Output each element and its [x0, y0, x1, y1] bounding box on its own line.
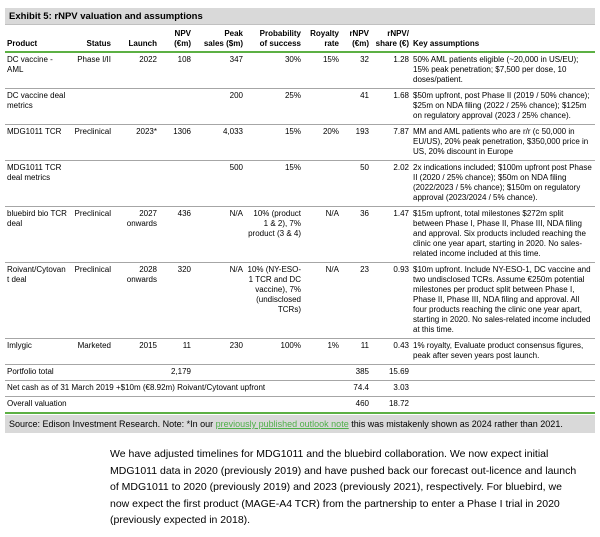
- table-row-net-cash: [5, 381, 595, 397]
- col-key-assumptions: Key assumptions: [411, 28, 595, 52]
- overall-valuation-rnpv: 460: [341, 397, 371, 414]
- col-launch: Launch: [113, 28, 159, 52]
- body-paragraph: We have adjusted timelines for MDG1011 and the bluebird collaboration. We now expect initial MDG1011 data in 2020 (previously 2019) and have pushed back our forecast out-licence and launch of MDG1011 to 2020 (previously 2019) and 2023 (previously 2021), respectively. For bluebird, we now expect the first product (MAGE-A4 TCR) from the partnership to enter a Phase I trial in 2020 (previously expected in 2018).: [110, 448, 577, 527]
- cell-royalty: N/A: [303, 263, 341, 339]
- cell-peak: 500: [193, 161, 245, 207]
- cell-key: 2x indications included; $100m upfront post Phase II (2020 / 25% chance); $50m on NDA filing (2022/2023 / 5% chance); $150m on regulatory approval (2023/2024 / 5% chance).: [411, 161, 595, 207]
- col-rnpv: rNPV (€m): [341, 28, 371, 52]
- col-royalty: Royalty rate: [303, 28, 341, 52]
- table-row-overall-valuation: [5, 397, 595, 414]
- cell-npv: [159, 89, 193, 125]
- cell-rnpv: 32: [341, 52, 371, 89]
- cell-product: DC vaccine - AML: [5, 52, 69, 89]
- col-peak-sales: Peak sales ($m): [193, 28, 245, 52]
- table-row-imlygic: [5, 339, 595, 365]
- overall-valuation-label: Overall valuation: [5, 397, 303, 414]
- table-row-dc-vaccine-aml: [5, 52, 595, 89]
- exhibit-title: Exhibit 5: rNPV valuation and assumptions: [5, 8, 595, 25]
- cell-npv: 108: [159, 52, 193, 89]
- cell-rnpv: 41: [341, 89, 371, 125]
- cell-prob: 30%: [245, 52, 303, 89]
- cell-prob: 15%: [245, 125, 303, 161]
- cell-royalty: 20%: [303, 125, 341, 161]
- cell-share: 0.43: [371, 339, 411, 365]
- cell-npv: 11: [159, 339, 193, 365]
- source-note-suffix: this was mistakenly shown as 2024 rather than 2021.: [348, 419, 563, 429]
- cell-status: Preclinical: [69, 263, 113, 339]
- cell-share: 7.87: [371, 125, 411, 161]
- overall-valuation-share: 18.72: [371, 397, 411, 414]
- cell-royalty: [303, 89, 341, 125]
- portfolio-total-label: Portfolio total: [5, 365, 159, 381]
- col-probability: Probability of success: [245, 28, 303, 52]
- table-row-dc-vaccine-deal: [5, 89, 595, 125]
- cell-launch: 2028 onwards: [113, 263, 159, 339]
- portfolio-total-rnpv: 385: [341, 365, 371, 381]
- cell-launch: 2027 onwards: [113, 207, 159, 263]
- cell-status: [69, 89, 113, 125]
- cell-rnpv: 36: [341, 207, 371, 263]
- cell-share: 2.02: [371, 161, 411, 207]
- cell-peak: 347: [193, 52, 245, 89]
- source-note-prefix: Source: Edison Investment Research. Note: *In our: [9, 419, 216, 429]
- cell-npv: [159, 161, 193, 207]
- cell-prob: 25%: [245, 89, 303, 125]
- cell-peak: N/A: [193, 263, 245, 339]
- table-row-roivant: [5, 263, 595, 339]
- col-product: Product: [5, 28, 69, 52]
- cell-peak: 4,033: [193, 125, 245, 161]
- cell-share: 0.93: [371, 263, 411, 339]
- cell-status: [69, 161, 113, 207]
- table-row-mdg1011-tcr: [5, 125, 595, 161]
- table-row-bluebird: [5, 207, 595, 263]
- cell-royalty: N/A: [303, 207, 341, 263]
- outlook-note-link[interactable]: previously published outlook note: [215, 419, 349, 429]
- cell-royalty: [303, 161, 341, 207]
- col-status: Status: [69, 28, 113, 52]
- cell-launch: [113, 161, 159, 207]
- cell-product: Roivant/Cytovant deal: [5, 263, 69, 339]
- net-cash-rnpv: 74.4: [341, 381, 371, 397]
- cell-status: Phase I/II: [69, 52, 113, 89]
- cell-share: 1.28: [371, 52, 411, 89]
- cell-royalty: 1%: [303, 339, 341, 365]
- cell-launch: 2015: [113, 339, 159, 365]
- cell-key: 50% AML patients eligible (~20,000 in US/EU); 15% peak penetration; $7,500 per dose, 10 doses/patient.: [411, 52, 595, 89]
- cell-share: 1.47: [371, 207, 411, 263]
- cell-share: 1.68: [371, 89, 411, 125]
- cell-key: MM and AML patients who are r/r (c 50,000 in EU/US), 20% peak penetration, $350,000 price in US, 20% discount in Europe: [411, 125, 595, 161]
- table-header: [5, 28, 595, 52]
- cell-key: 1% royalty, Evaluate product consensus figures, peak after seven years post launch.: [411, 339, 595, 365]
- cell-rnpv: 50: [341, 161, 371, 207]
- portfolio-total-npv: 2,179: [159, 365, 193, 381]
- table-row-portfolio-total: [5, 365, 595, 381]
- cell-key: $15m upfront, total milestones $272m split between Phase I, Phase II, Phase III, NDA filing and approval. Six products included reaching the clinic one year apart, starting in 2020. No sales-related income included at this time.: [411, 207, 595, 263]
- cell-product: Imlygic: [5, 339, 69, 365]
- col-rnpv-share: rNPV/ share (€): [371, 28, 411, 52]
- cell-prob: 10% (product 1 & 2), 7% product (3 & 4): [245, 207, 303, 263]
- net-cash-label: Net cash as of 31 March 2019 +$10m (€8.92m) Roivant/Cytovant upfront: [5, 381, 303, 397]
- cell-launch: [113, 89, 159, 125]
- cell-peak: 230: [193, 339, 245, 365]
- col-npv: NPV (€m): [159, 28, 193, 52]
- valuation-table: [5, 28, 595, 414]
- source-note: [5, 415, 595, 433]
- cell-status: Preclinical: [69, 207, 113, 263]
- cell-launch: 2023*: [113, 125, 159, 161]
- cell-rnpv: 11: [341, 339, 371, 365]
- net-cash-share: 3.03: [371, 381, 411, 397]
- cell-royalty: 15%: [303, 52, 341, 89]
- table-row-mdg1011-deal: [5, 161, 595, 207]
- cell-prob: 100%: [245, 339, 303, 365]
- cell-prob: 10% (NY-ESO-1 TCR and DC vaccine), 7% (undisclosed TCRs): [245, 263, 303, 339]
- cell-rnpv: 23: [341, 263, 371, 339]
- cell-product: bluebird bio TCR deal: [5, 207, 69, 263]
- cell-peak: 200: [193, 89, 245, 125]
- cell-rnpv: 193: [341, 125, 371, 161]
- cell-npv: 320: [159, 263, 193, 339]
- cell-status: Marketed: [69, 339, 113, 365]
- cell-npv: 1306: [159, 125, 193, 161]
- cell-launch: 2022: [113, 52, 159, 89]
- cell-peak: N/A: [193, 207, 245, 263]
- cell-status: Preclinical: [69, 125, 113, 161]
- cell-npv: 436: [159, 207, 193, 263]
- cell-product: DC vaccine deal metrics: [5, 89, 69, 125]
- cell-product: MDG1011 TCR: [5, 125, 69, 161]
- portfolio-total-share: 15.69: [371, 365, 411, 381]
- cell-key: $50m upfront, post Phase II (2019 / 50% chance); $25m on NDA filing (2022 / 25% chance); $125m on regulatory approval (2023 / 25% chance).: [411, 89, 595, 125]
- cell-product: MDG1011 TCR deal metrics: [5, 161, 69, 207]
- cell-key: $10m upfront. Include NY-ESO-1, DC vaccine and two undisclosed TCRs. Assume €250m potential milestones per product split between Phase I, Phase II, Phase III, NDA filing and approval. All four products reaching the clinic one year apart, starting in 2020. No sales-related income included at this time.: [411, 263, 595, 339]
- cell-prob: 15%: [245, 161, 303, 207]
